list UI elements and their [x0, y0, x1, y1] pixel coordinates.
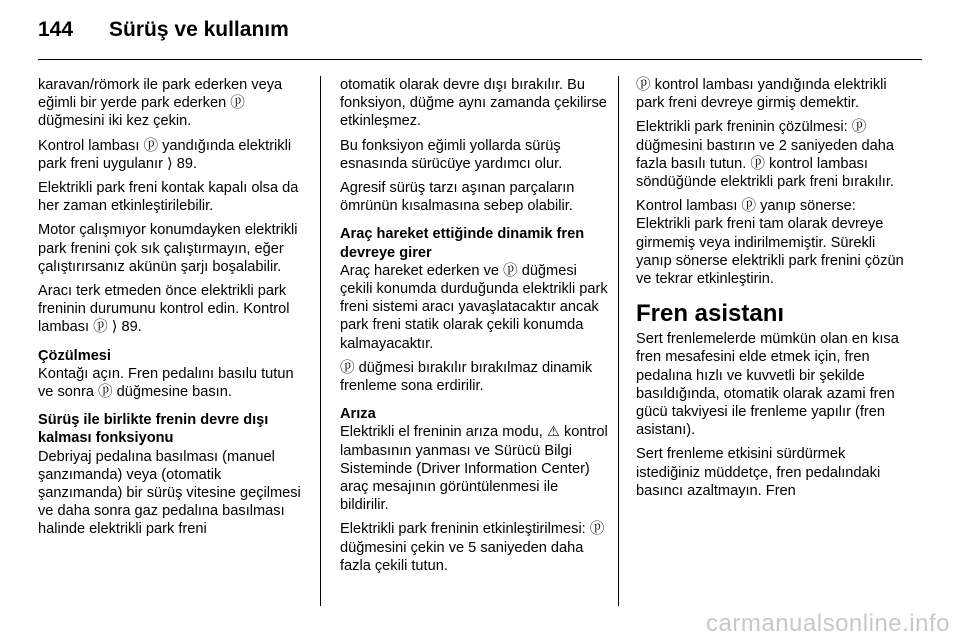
subheading-cozulmesi: Çözülmesi — [38, 347, 111, 364]
text-column-2 — [340, 76, 608, 575]
paragraph: ⓟ düğmesi bırakılır bırakılmaz dinamik frenleme sona erdirilir. — [340, 359, 593, 395]
paragraph: Sert frenlemelerde mümkün olan en kısa fren mesafesini elde etmek için, fren pedalına hızlı ve kuvvetli bir şekilde basıldığında, otomatik olarak azami fren gücü takviyesi ile frenleme yapılır (fren asistanı). — [636, 331, 899, 439]
paragraph: Bu fonksiyon eğimli yollarda sürüş esnasında sürücüye yardımcı olur. — [340, 137, 563, 172]
heading-fren-asistani: Fren asistanı — [636, 300, 785, 328]
paragraph: Elektrikli park freni kontak kapalı olsa da her zaman etkinleştirilebilir. — [38, 180, 299, 215]
text-column-3 — [636, 76, 904, 500]
paragraph: karavan/römork ile park ederken veya eğimli bir yerde park ederken ⓟ düğmesini iki kez çekin. — [38, 77, 283, 130]
paragraph: Araç hareket ederken ve ⓟ düğmesi çekili konumda durduğunda elektrikli park freni sistemi aracı yavaşlatacaktır ancak park freni statik olarak çekili konumda kalmayacaktır. — [340, 262, 608, 352]
paragraph: Elektrikli park freninin etkinleştirilmesi: ⓟ düğmesini çekin ve 5 saniyeden daha fazla çekili tutun. — [340, 521, 605, 574]
watermark: carmanualsonline.info — [706, 610, 950, 637]
column-divider-2 — [618, 76, 619, 606]
subheading-dinamik-fren: Araç hareket ettiğinde dinamik fren devreye girer — [340, 226, 585, 261]
paragraph: Sert frenleme etkisini sürdürmek istediğiniz müddetçe, fren pedalındaki basıncı azaltmayın. Fren — [636, 446, 881, 499]
paragraph: otomatik olarak devre dışı bırakılır. Bu fonksiyon, düğme aynı zamanda çekilirse etkinleşmez. — [340, 77, 607, 130]
paragraph: Agresif sürüş tarzı aşınan parçaların ömrünün kısalmasına sebep olabilir. — [340, 180, 575, 215]
section-title: Sürüş ve kullanım — [109, 18, 289, 41]
paragraph: Elektrikli el freninin arıza modu, ⚠ kontrol lambasının yanması ve Sürücü Bilgi Sisteminde (Driver Information Center) araç mesajının görüntülenmesi ile bildirilir. — [340, 424, 608, 514]
paragraph: Kontrol lambası ⓟ yandığında elektrikli park freni uygulanır ⟩ 89. — [38, 137, 292, 172]
paragraph: Motor çalışmıyor konumdayken elektrikli park frenini çok sık çalıştırmayın, eğer çalıştırırsanız akünün şarjı boşalabilir. — [38, 222, 298, 275]
paragraph: Elektrikli park freninin çözülmesi: ⓟ düğmesini bastırın ve 2 saniyeden daha fazla basılı tutun. ⓟ kontrol lambası söndüğünde elektrikli park freni bırakılır. — [636, 119, 894, 191]
paragraph: Debriyaj pedalına basılması (manuel şanzımanda) veya (otomatik şanzımanda) bir sürüş vitesine geçilmesi ve daha sonra gaz pedalına basılması halinde elektrikli park freni — [38, 448, 301, 538]
subheading-ariza: Arıza — [340, 406, 376, 423]
paragraph: Aracı terk etmeden önce elektrikli park freninin durumunu kontrol edin. Kontrol lambası ⓟ ⟩ 89. — [38, 283, 290, 336]
paragraph: ⓟ kontrol lambası yandığında elektrikli park freni devreye girmiş demektir. — [636, 77, 887, 112]
page-number: 144 — [38, 18, 74, 41]
subheading-surus: Sürüş ile birlikte frenin devre dışı kalması fonksiyonu — [38, 412, 269, 447]
text-column-1 — [38, 76, 308, 539]
paragraph: Kontağı açın. Fren pedalını basılu tutun ve sonra ⓟ düğmesine basın. — [38, 365, 294, 401]
column-divider-1 — [320, 76, 321, 606]
page-header — [38, 18, 289, 50]
header-divider — [38, 59, 922, 60]
paragraph: Kontrol lambası ⓟ yanıp sönerse: Elektrikli park freni tam olarak devreye girmemiş veya indirilmemiştir. Sürekli yanıp sönerse elektrikli park frenini çözün ve tekrar etkinleştirin. — [636, 198, 904, 288]
